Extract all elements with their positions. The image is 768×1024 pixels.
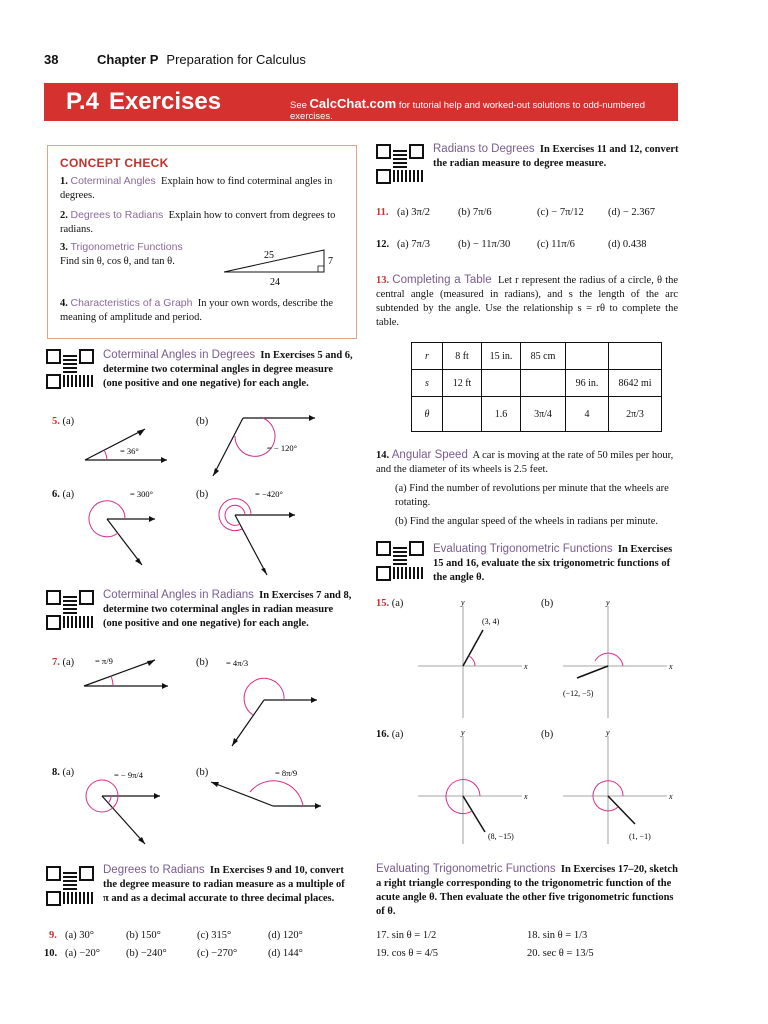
section-title bbox=[66, 88, 221, 116]
ex6b-angle bbox=[215, 485, 315, 580]
table-row bbox=[412, 343, 662, 370]
ex6-label: 6. (a) bbox=[52, 489, 75, 500]
concept-topic: Characteristics of a Graph bbox=[70, 297, 193, 309]
ex5b-label: (b) bbox=[196, 416, 209, 427]
concept-item-4: 4. Characteristics of a Graph In your own words, describe the meaning of amplitude and period. bbox=[60, 297, 334, 323]
ex10-row: 10. (a) −20° (b) −240° (c) −270° (d) 144° bbox=[44, 948, 303, 959]
concept-topic: Trigonometric Functions bbox=[70, 241, 183, 253]
qr-code[interactable] bbox=[46, 349, 94, 389]
ex16b-label: (b) bbox=[541, 729, 554, 740]
running-header bbox=[97, 52, 306, 67]
calcchat-note bbox=[290, 96, 678, 122]
y-axis-label: y bbox=[461, 598, 465, 607]
table-cell bbox=[443, 397, 482, 432]
y-axis-label: y bbox=[461, 728, 465, 737]
triangle-hyp: 25 bbox=[264, 250, 274, 261]
topic-label: Completing a Table bbox=[392, 274, 492, 286]
section-banner bbox=[44, 83, 678, 121]
ex5b-angle bbox=[205, 410, 320, 482]
table-row bbox=[412, 370, 662, 397]
concept-item-2: 2. Degrees to Radians Explain how to convert from degrees to radians. bbox=[60, 209, 336, 235]
ex7b-label: (b) bbox=[196, 657, 209, 668]
angle-label: = 300° bbox=[130, 489, 154, 499]
concept-topic: Degrees to Radians bbox=[70, 209, 164, 221]
table-cell: r bbox=[412, 343, 443, 370]
x-axis-label: x bbox=[524, 792, 528, 801]
angle-label: = 8π/9 bbox=[275, 768, 298, 778]
angle-label: = 4π/3 bbox=[226, 658, 249, 668]
ex20: 20. sec θ = 13/5 bbox=[527, 948, 594, 959]
section-name: Exercises bbox=[108, 88, 222, 115]
ex15-label: 15. (a) bbox=[376, 598, 404, 609]
ex15a-graph bbox=[410, 598, 535, 723]
table-cell: 4 bbox=[566, 397, 609, 432]
concept-item-3: 3. Trigonometric Functions Find sin θ, cos θ, and tan θ. bbox=[60, 241, 183, 267]
topic-label: Radians to Degrees bbox=[433, 143, 535, 155]
ex8a-angle bbox=[80, 760, 180, 850]
ex5-6-instructions: Coterminal Angles in Degrees In Exercises 5 and 6, determine two coterminal angles in degree measure (one positive and one negative) for each angle. bbox=[103, 349, 353, 389]
topic-label: Angular Speed bbox=[391, 449, 468, 461]
topic-label: Evaluating Trigonometric Functions bbox=[376, 863, 556, 875]
triangle-opp: 7 bbox=[328, 256, 333, 267]
x-axis-label: x bbox=[669, 792, 673, 801]
table-cell: s bbox=[412, 370, 443, 397]
point-label: (−12, −5) bbox=[563, 689, 594, 698]
topic-label: Degrees to Radians bbox=[103, 864, 205, 876]
table-cell bbox=[609, 343, 662, 370]
see-prefix: See bbox=[290, 100, 310, 111]
table-cell: 15 in. bbox=[482, 343, 521, 370]
ex15-16-instructions: Evaluating Trigonometric Functions In Exercises 15 and 16, evaluate the six trigonometric functions of the angle θ. bbox=[433, 543, 673, 583]
concept-check-title: CONCEPT CHECK bbox=[60, 156, 169, 170]
qr-code[interactable] bbox=[46, 866, 94, 906]
calcchat-link[interactable]: CalcChat.com bbox=[309, 96, 397, 111]
point-label: (3, 4) bbox=[482, 617, 500, 626]
table-cell: 1.6 bbox=[482, 397, 521, 432]
ex7-label: 7. (a) bbox=[52, 657, 75, 668]
ex8b-label: (b) bbox=[196, 767, 209, 778]
ex8b-angle bbox=[205, 760, 325, 815]
ex17: 17. sin θ = 1/2 bbox=[376, 930, 437, 941]
y-axis-label: y bbox=[606, 598, 610, 607]
section-number: P.4 bbox=[66, 88, 99, 115]
ex11-row: 11. (a) 3π/2 (b) 7π/6 (c) − 7π/12 (d) − 2.367 bbox=[376, 207, 656, 218]
topic-label: Coterminal Angles in Radians bbox=[103, 589, 254, 601]
ex17-20-instructions: Evaluating Trigonometric Functions In Exercises 17–20, sketch a right triangle corresponding to the trigonometric function of the acute angle θ. Then evaluate the other five trigonometric functions of θ. bbox=[376, 863, 678, 917]
topic-label: Coterminal Angles in Degrees bbox=[103, 349, 256, 361]
ex16a-graph bbox=[410, 728, 535, 848]
ex16-label: 16. (a) bbox=[376, 729, 404, 740]
angle-label: = π/9 bbox=[95, 656, 113, 666]
angle-label: = 36° bbox=[120, 446, 139, 456]
triangle-adj: 24 bbox=[270, 277, 280, 288]
table-cell: 2π/3 bbox=[609, 397, 662, 432]
ex5a-angle bbox=[75, 425, 175, 470]
ex7-8-instructions: Coterminal Angles in Radians In Exercises 7 and 8, determine two coterminal angles in radian measure (one positive and one negative) for each angle. bbox=[103, 589, 352, 629]
chapter-label: Chapter P bbox=[97, 52, 159, 67]
table-cell bbox=[482, 370, 521, 397]
topic-label: Evaluating Trigonometric Functions bbox=[433, 543, 613, 555]
table-row bbox=[412, 397, 662, 432]
ex9-row: 9. (a) 30° (b) 150° (c) 315° (d) 120° bbox=[49, 930, 303, 941]
ex16b-graph bbox=[555, 728, 680, 848]
ex18: 18. sin θ = 1/3 bbox=[527, 930, 588, 941]
see-text: for tutorial help and worked-out solutions to odd-numbered exercises. bbox=[290, 100, 645, 122]
ex14-text: 14. Angular Speed A car is moving at the rate of 50 miles per hour, and the diameter of its wheels is 2.5 feet. bbox=[376, 449, 674, 475]
page-number: 38 bbox=[44, 52, 59, 67]
ex14-b: (b) Find the angular speed of the wheels in radians per minute. bbox=[395, 516, 659, 527]
table-cell: 8 ft bbox=[443, 343, 482, 370]
ex15b-graph bbox=[555, 598, 680, 723]
concept-topic: Coterminal Angles bbox=[70, 175, 156, 187]
x-axis-label: x bbox=[669, 662, 673, 671]
table-cell: 12 ft bbox=[443, 370, 482, 397]
qr-code[interactable] bbox=[376, 144, 424, 184]
ex13-text: 13. Completing a Table Let r represent the radius of a circle, θ the central angle (measured in radians), and s the length of the arc subtended by the angle. Use the relationship s = rθ to complete the table. bbox=[376, 274, 679, 328]
x-axis-label: x bbox=[524, 662, 528, 671]
table-cell: θ bbox=[412, 397, 443, 432]
angle-label: = − 120° bbox=[267, 443, 297, 453]
ex7b-angle bbox=[222, 650, 322, 750]
point-label: (8, −15) bbox=[488, 832, 514, 841]
qr-code[interactable] bbox=[376, 541, 424, 581]
qr-code[interactable] bbox=[46, 590, 94, 630]
table-cell bbox=[521, 370, 566, 397]
ex7a-angle bbox=[80, 650, 180, 695]
ex15b-label: (b) bbox=[541, 598, 554, 609]
table-cell: 8642 mi bbox=[609, 370, 662, 397]
point-label: (1, −1) bbox=[629, 832, 651, 841]
ex12-row: 12. (a) 7π/3 (b) − 11π/30 (c) 11π/6 (d) 0.438 bbox=[376, 239, 647, 250]
ex9-10-instructions: Degrees to Radians In Exercises 9 and 10, convert the degree measure to radian measure as a multiple of π and as a decimal accurate to three decimal places. bbox=[103, 864, 345, 904]
ex6a-angle bbox=[80, 485, 180, 570]
y-axis-label: y bbox=[606, 728, 610, 737]
chapter-title: Preparation for Calculus bbox=[166, 52, 306, 67]
ex8-label: 8. (a) bbox=[52, 767, 75, 778]
concept-item-1: 1. Coterminal Angles Explain how to find coterminal angles in degrees. bbox=[60, 175, 333, 201]
angle-label: = − 9π/4 bbox=[114, 770, 143, 780]
table-cell: 96 in. bbox=[566, 370, 609, 397]
ex14-a: (a) Find the number of revolutions per minute that the wheels are rotating. bbox=[395, 483, 669, 508]
table-cell bbox=[566, 343, 609, 370]
ex6b-label: (b) bbox=[196, 489, 209, 500]
triangle-figure bbox=[220, 246, 340, 290]
table-cell: 3π/4 bbox=[521, 397, 566, 432]
ex19: 19. cos θ = 4/5 bbox=[376, 948, 438, 959]
concept-check-box bbox=[47, 145, 357, 339]
table-cell: 85 cm bbox=[521, 343, 566, 370]
ex5-label: 5. (a) bbox=[52, 416, 75, 427]
ex11-12-instructions: Radians to Degrees In Exercises 11 and 12, convert the radian measure to degree measure. bbox=[433, 143, 679, 169]
angle-label: = −420° bbox=[255, 489, 283, 499]
ex13-table bbox=[411, 342, 662, 432]
